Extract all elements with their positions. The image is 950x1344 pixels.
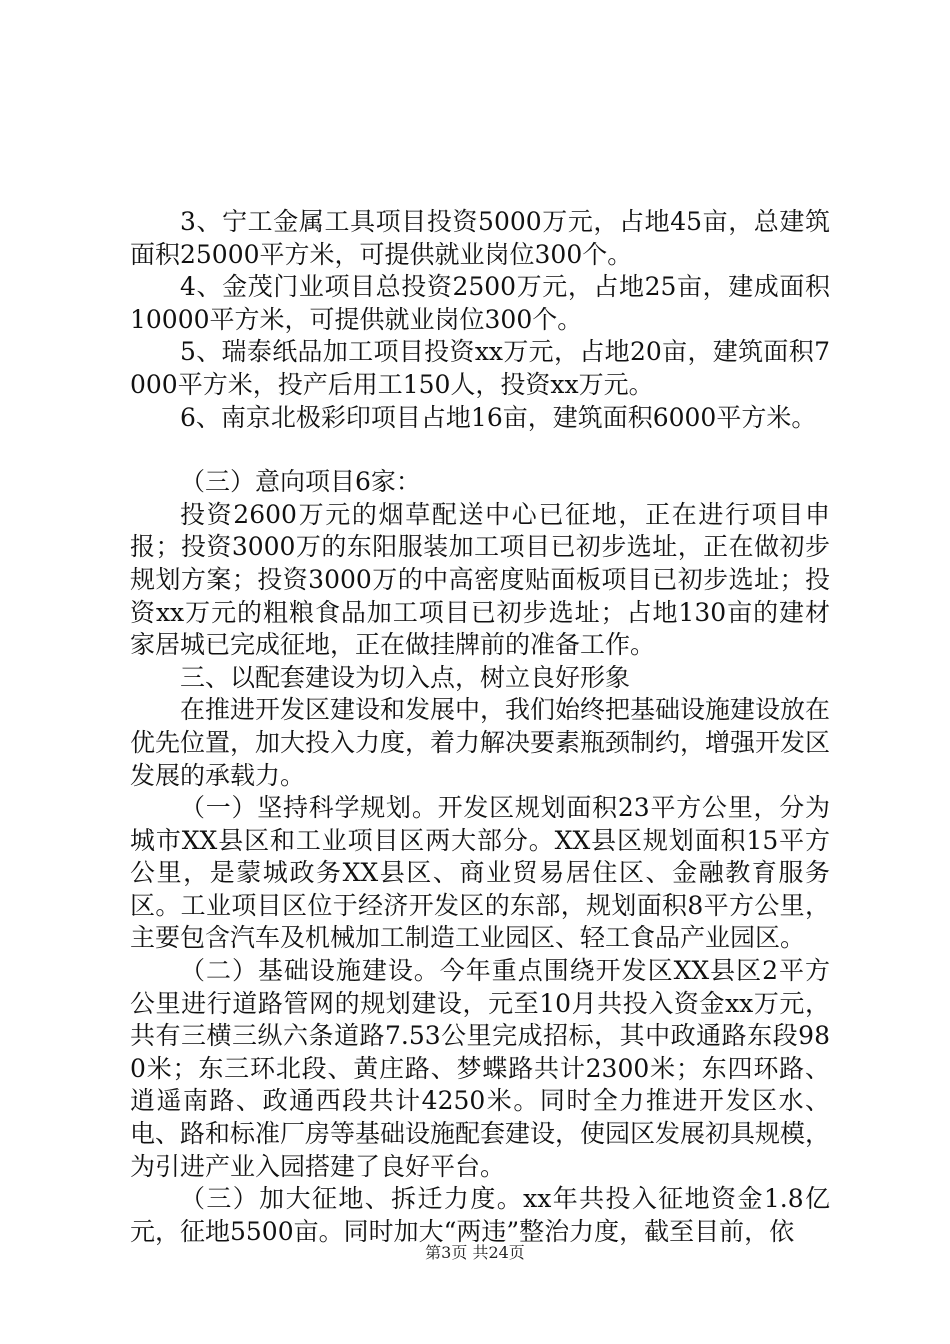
paragraph-intended-projects: 投资2600万元的烟草配送中心已征地，正在进行项目申报；投资3000万的东阳服装加工项目已初步选址，正在做初步规划方案；投资3000万的中高密度贴面板项目已初步选址；投资xx万元的粗粮食品加工项目已初步选址；占地130亩的建材家居城已完成征地，正在做挂牌前的准备工作。 bbox=[130, 499, 830, 660]
paragraph-scientific-planning: （一）坚持科学规划。开发区规划面积23平方公里，分为城市XX县区和工业项目区两大部分。XX县区规划面积15平方公里，是蒙城政务XX县区、商业贸易居住区、金融教育服务区。工业项目区位于经济开发区的东部，规划面积8平方公里，主要包含汽车及机械加工制造工业园区、轻工食品产业园区。 bbox=[130, 793, 830, 953]
paragraph-project-5: 5、瑞泰纸品加工项目投资xx万元，占地20亩，建筑面积7000平方米，投产后用工150人，投资xx万元。 bbox=[130, 337, 830, 399]
paragraph-infrastructure-priority: 在推进开发区建设和发展中，我们始终把基础设施建设放在优先位置，加大投入力度，着力解决要素瓶颈制约，增强开发区发展的承载力。 bbox=[130, 695, 831, 790]
section-heading-intended-projects: （三）意向项目6家： bbox=[180, 467, 421, 497]
paragraph-land-acquisition: （三）加大征地、拆迁力度。xx年共投入征地资金1.8亿元，征地5500亩。同时加大“两违”整治力度，截至目前，依 bbox=[130, 1184, 830, 1246]
page-number-footer: 第3页 共24页 bbox=[425, 1243, 525, 1262]
paragraph-project-6: 6、南京北极彩印项目占地16亩，建筑面积6000平方米。 bbox=[180, 402, 817, 432]
section-heading-supporting-construction: 三、以配套建设为切入点，树立良好形象 bbox=[180, 662, 631, 692]
paragraph-project-4: 4、金茂门业项目总投资2500万元，占地25亩，建成面积10000平方米，可提供就业岗位300个。 bbox=[130, 272, 830, 334]
paragraph-project-3: 3、宁工金属工具项目投资5000万元，占地45亩，总建筑面积25000平方米，可提供就业岗位300个。 bbox=[130, 207, 830, 269]
document-body bbox=[130, 206, 830, 1248]
paragraph-infrastructure-construction: （二）基础设施建设。今年重点围绕开发区XX县区2平方公里进行道路管网的规划建设，元至10月共投入资金xx万元，共有三横三纵六条道路7.53公里完成招标，其中政通路东段980米；东三环北段、黄庄路、梦蝶路共计2300米；东四环路、逍遥南路、政通西段共计4250米。同时全力推进开发区水、电、路和标准厂房等基础设施配套建设，使园区发展初具规模，为引进产业入园搭建了良好平台。 bbox=[130, 956, 831, 1181]
